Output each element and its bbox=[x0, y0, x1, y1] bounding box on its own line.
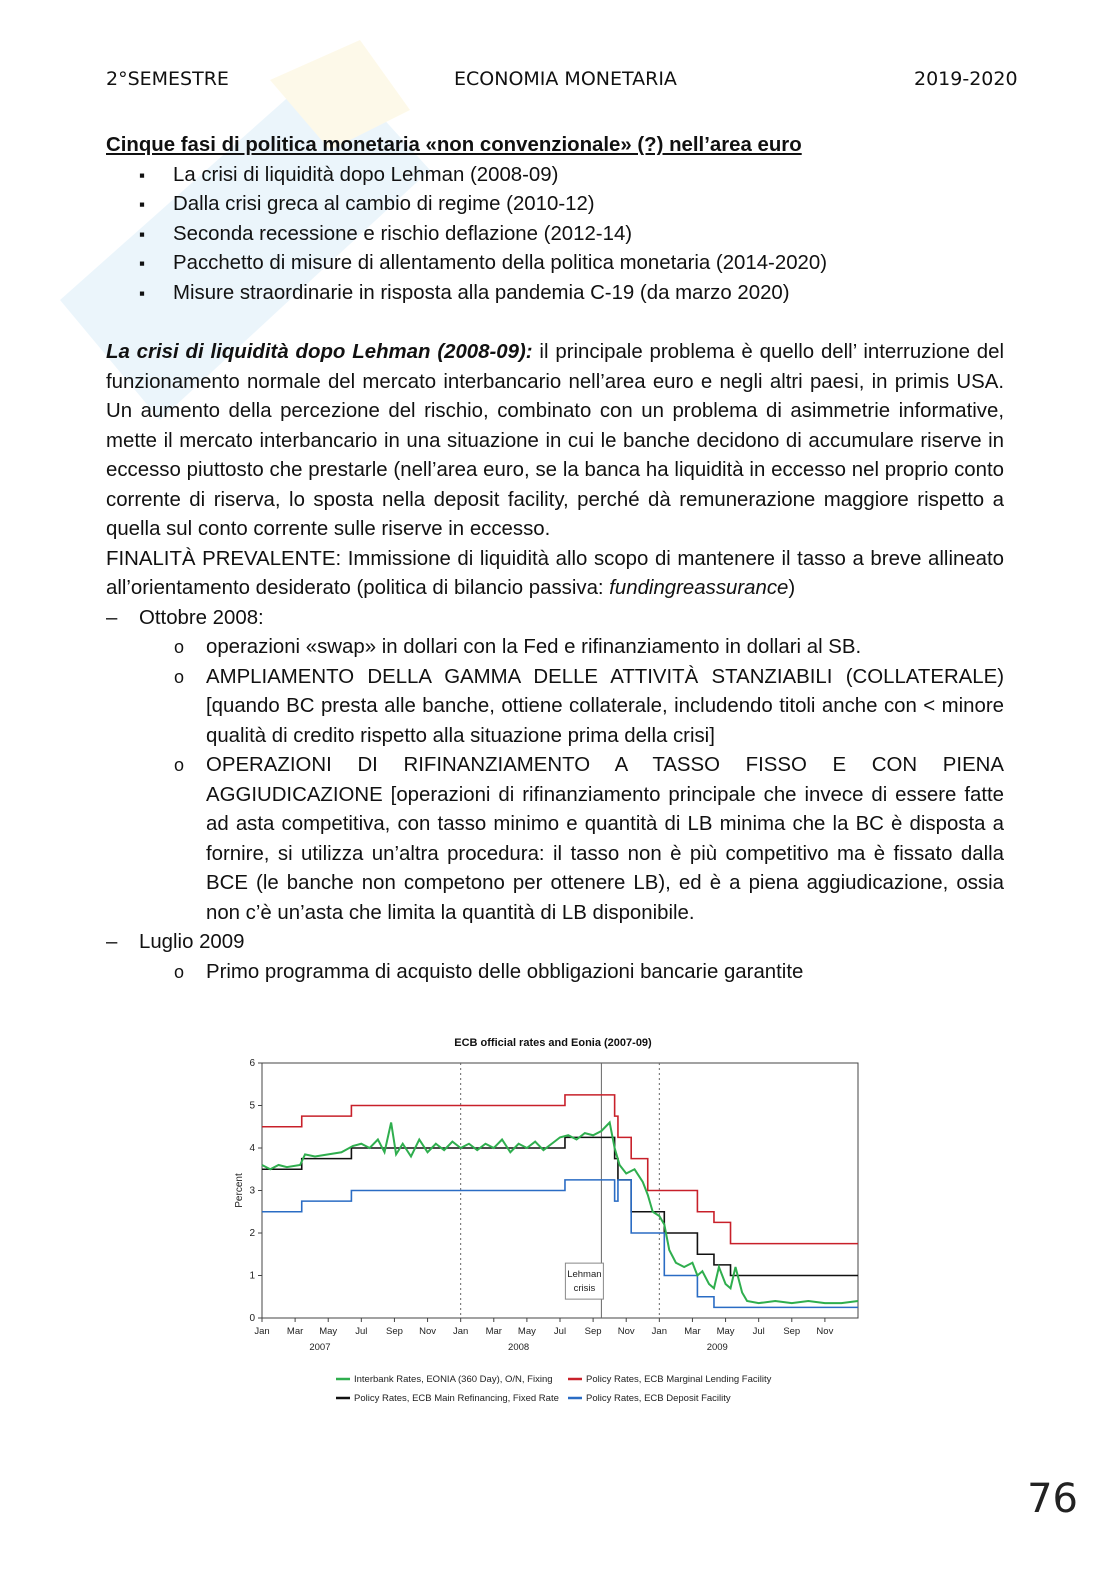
legend-label: Policy Rates, ECB Marginal Lending Facility bbox=[586, 1374, 772, 1385]
x-tick-label: May bbox=[716, 1326, 735, 1337]
x-tick-label: May bbox=[319, 1326, 338, 1337]
legend-label: Interbank Rates, EONIA (360 Day), O/N, Fixing bbox=[354, 1374, 553, 1385]
list-item: o AMPLIAMENTO DELLA GAMMA DELLE ATTIVITÀ STANZIABILI (COLLATERALE) [quando BC presta alle banche, ottiene collaterale, includendo titoli anche con < minore qualità di credito rispetto alla situazione prima della crisi] bbox=[174, 665, 1004, 747]
section-title: Cinque fasi di politica monetaria «non convenzionale» (?) nell’area euro bbox=[106, 134, 802, 156]
list-item: ▪ Dalla crisi greca al cambio di regime (2010-12) bbox=[106, 190, 1004, 220]
annotation-label: Lehman bbox=[567, 1269, 602, 1281]
x-tick-label: Mar bbox=[684, 1326, 701, 1337]
x-tick-label: Nov bbox=[419, 1326, 437, 1337]
ottobre-heading: – Ottobre 2008: bbox=[106, 604, 1004, 634]
list-item: o OPERAZIONI DI RIFINANZIAMENTO A TASSO FISSO E CON PIENA AGGIUDICAZIONE [operazioni di rifinanziamento principale che invece di essere fatte ad asta competitiva, con tasso minimo e quantità di LB minima che la BC è disposta a fornire, si utilizza un’altra procedura: il tasso non è più competitivo ma è fissato dalla BCE (le banche non competono per ottenere LB), ed è a piena aggiudicazione, ossia non c’è un’asta che limita la quantità di LB disponibile. bbox=[174, 754, 1004, 924]
finalita-paragraph: FINALITÀ PREVALENTE: Immissione di liquidità allo scopo di mantenere il tasso a breve allineato all’orientamento desiderato (politica di bilancio passiva: fundingreassurance) bbox=[106, 547, 1004, 599]
chart-title: ECB official rates and Eonia (2007-09) bbox=[454, 1037, 652, 1049]
x-tick-label: Sep bbox=[385, 1326, 403, 1337]
header-course: ECONOMIA MONETARIA bbox=[454, 68, 677, 90]
y-tick-label: 6 bbox=[249, 1058, 255, 1069]
page-content bbox=[106, 131, 1004, 987]
list-item: ▪ La crisi di liquidità dopo Lehman (2008-09) bbox=[106, 161, 1004, 191]
header-year: 2019-2020 bbox=[914, 68, 1018, 90]
x-tick-label: May bbox=[517, 1326, 536, 1337]
list-item: o operazioni «swap» in dollari con la Fed e rifinanziamento in dollari al SB. bbox=[174, 636, 862, 658]
paragraph-lead: La crisi di liquidità dopo Lehman (2008-09): bbox=[106, 341, 533, 363]
y-tick-label: 1 bbox=[249, 1270, 255, 1282]
year-label: 2008 bbox=[508, 1342, 530, 1353]
series-line bbox=[262, 1137, 858, 1275]
x-tick-label: Nov bbox=[617, 1326, 635, 1337]
x-tick-label: Mar bbox=[286, 1326, 304, 1337]
y-tick-label: 3 bbox=[249, 1185, 255, 1197]
y-tick-label: 2 bbox=[249, 1228, 255, 1239]
list-item: ▪ Seconda recessione e rischio deflazione (2012-14) bbox=[106, 220, 1004, 250]
phases-list bbox=[106, 161, 1004, 309]
header-semester: 2°SEMESTRE bbox=[106, 68, 229, 90]
x-tick-label: Jan bbox=[254, 1326, 270, 1337]
list-item: ▪ Misure straordinarie in risposta alla pandemia C-19 (da marzo 2020) bbox=[106, 279, 1004, 309]
lehman-paragraph bbox=[106, 338, 1004, 545]
x-tick-label: Nov bbox=[816, 1326, 834, 1337]
x-tick-label: Sep bbox=[584, 1326, 602, 1337]
x-tick-label: Jul bbox=[553, 1326, 567, 1337]
ecb-rates-chart bbox=[228, 1030, 878, 1415]
luglio-heading: – Luglio 2009 bbox=[106, 928, 1004, 958]
x-tick-label: Jul bbox=[355, 1326, 368, 1337]
y-tick-label: 4 bbox=[249, 1143, 255, 1154]
x-tick-label: Jul bbox=[752, 1326, 765, 1337]
paragraph-text: il principale problema è quello dell’ interruzione del funzionamento normale del mercato interbancario nell’area euro e negli altri paesi, in primis USA. Un aumento della percezione del rischio, combinato con un problema di asimmetrie informative, mette il mercato interbancario in una situazione in cui le banche decidono di accumulare riserve in eccesso piuttosto che prestarle (nell’area euro, se la banca ha liquidità in eccesso nel proprio conto corrente di riserva, lo sposta nella deposit facility, perché dà remunerazione maggiore rispetto a quella sul conto corrente sulle riserve in eccesso. bbox=[106, 341, 1005, 540]
funding-term: fundingreassurance bbox=[609, 577, 789, 599]
x-tick-label: Mar bbox=[485, 1326, 502, 1337]
y-tick-label: 0 bbox=[249, 1313, 255, 1324]
list-item: ▪ Pacchetto di misure di allentamento della politica monetaria (2014-2020) bbox=[106, 249, 1004, 279]
year-label: 2007 bbox=[309, 1342, 331, 1353]
legend-label: Policy Rates, ECB Deposit Facility bbox=[586, 1393, 731, 1404]
x-tick-label: Sep bbox=[783, 1326, 801, 1337]
annotation-label: crisis bbox=[573, 1283, 596, 1295]
series-line bbox=[262, 1095, 858, 1244]
y-tick-label: 5 bbox=[249, 1100, 255, 1112]
page-number: 76 bbox=[1027, 1476, 1078, 1522]
legend-label: Policy Rates, ECB Main Refinancing, Fixed Rate bbox=[354, 1393, 559, 1404]
list-item: o Primo programma di acquisto delle obbligazioni bancarie garantite bbox=[174, 960, 804, 983]
y-axis-label: Percent bbox=[234, 1173, 245, 1208]
x-tick-label: Jan bbox=[651, 1326, 667, 1337]
year-label: 2009 bbox=[706, 1342, 728, 1353]
x-tick-label: Jan bbox=[453, 1326, 469, 1337]
